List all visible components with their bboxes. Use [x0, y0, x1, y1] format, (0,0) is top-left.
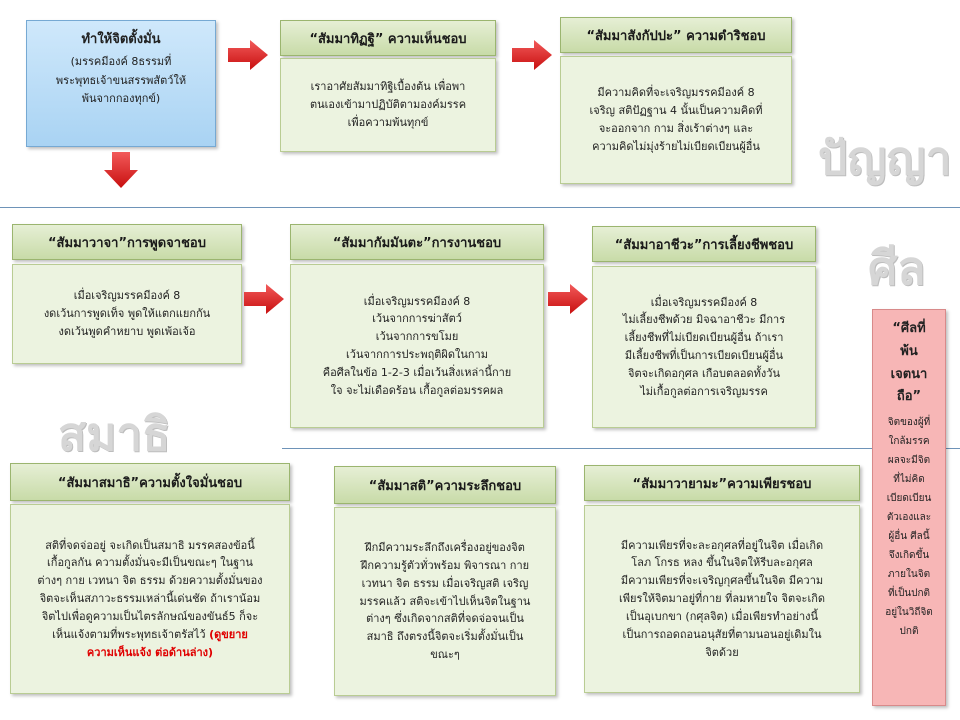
- right-intention-line: เจริญ สติปัฏฐาน 4 นั้นเป็นความคิดที่: [589, 104, 763, 118]
- right-concentration-body: [10, 504, 290, 694]
- right-action-header: [290, 224, 544, 260]
- right-mindfulness-line: สมาธิ ถึงตรงนี้จิตจะเริ่มตั้งมั่นเป็น: [366, 630, 524, 644]
- right-livelihood-line: มีเลี้ยงชีพที่เป็นการเบียดเบียนผู้อื่น: [624, 349, 784, 362]
- right-concentration-line: จิตไปเพื่อดูความเป็นไตรลักษณ์ของขันธ์5 ก็จะ: [41, 609, 259, 623]
- arrow-right-icon: [244, 284, 284, 314]
- intro-title: ทำให้จิตตั้งมั่น: [81, 32, 161, 47]
- right-speech-line: งดเว้นการพูดเท็จ พูดให้แตกแยกกัน: [43, 307, 211, 321]
- side-note-title-line: ถือ”: [896, 389, 922, 405]
- right-action-line: เว้นจากการฆ่าสัตว์: [372, 312, 462, 326]
- right-concentration-line: เกื้อกูลกัน ความตั้งมั่นจะมีเป็นขณะๆ ในฐาน: [47, 556, 253, 570]
- right-effort-line: มีความเพียรที่จะละอกุศลที่อยู่ในจิต เมื่อเกิด: [620, 538, 824, 552]
- right-livelihood-body: [592, 266, 816, 428]
- right-livelihood-header: [592, 226, 816, 262]
- right-concentration-plain-text: เห็นแจ้งตามที่พระพุทธเจ้าตรัสไว้: [52, 627, 210, 641]
- right-effort-title: “สัมมาวายามะ”ความเพียรชอบ: [632, 476, 812, 492]
- intro-line: พระพุทธเจ้าขนสรรพสัตว์ให้: [55, 73, 187, 87]
- side-note-line: เบียดเบียน: [886, 493, 932, 504]
- right-concentration-line: สติที่จดจ่ออยู่ จะเกิดเป็นสมาธิ มรรคสองข้อนี้: [45, 538, 255, 552]
- side-note-line: ผู้อื่น ศีลนี้: [888, 531, 930, 542]
- right-livelihood-line: ไม่เลี้ยงชีพด้วย มิจฉาอาชีวะ มีการ: [622, 313, 786, 327]
- right-action-title: “สัมมากัมมันตะ”การงานชอบ: [332, 235, 502, 251]
- intro-box: [26, 20, 216, 147]
- section-label-concentration: สมาธิ: [58, 407, 171, 461]
- right-mindfulness-line: เวทนา จิต ธรรม เมื่อเจริญสติ เจริญ: [361, 576, 529, 590]
- right-speech-body: [12, 264, 242, 364]
- arrow-right-icon: [548, 284, 588, 314]
- right-effort-line: เพียรให้จิตมาอยู่ที่กาย ที่ลมหายใจ จิตจะเกิด: [618, 592, 826, 606]
- side-note-title-line: เจตนา: [890, 366, 928, 382]
- side-note-title-line: พ้น: [900, 343, 918, 359]
- arrow-down-icon: [104, 152, 138, 188]
- divider-morality-concentration: [282, 448, 960, 449]
- right-effort-line: เป็นอุเบกขา (กศุลจิต) เมื่อเพียรทำอย่างนี้: [625, 609, 819, 623]
- side-note-line: จึงเกิดขึ้น: [888, 550, 930, 561]
- right-intention-line: มีความคิดที่จะเจริญมรรคมีองค์ 8: [597, 86, 755, 100]
- side-note-line: ผลจะมีจิต: [887, 455, 931, 466]
- right-speech-header: [12, 224, 242, 260]
- right-effort-line: โลภ โกรธ หลง ขึ้นในจิตให้รีบละอกุศล: [631, 556, 813, 570]
- right-view-line: เพื่อความพ้นทุกข์: [347, 115, 429, 129]
- divider-wisdom-morality: [0, 207, 960, 208]
- right-mindfulness-body: [334, 507, 556, 696]
- section-label-morality: ศีล: [868, 241, 926, 295]
- right-livelihood-title: “สัมมาอาชีวะ”การเลี้ยงชีพชอบ: [614, 237, 794, 253]
- side-note-box: [872, 309, 946, 706]
- right-view-line: ตนเองเข้ามาปฏิบัติตามองค์มรรค: [309, 98, 467, 112]
- see-more-note: (ดูขยาย: [209, 627, 248, 641]
- right-concentration-last-line: [17, 626, 283, 644]
- section-label-wisdom: ปัญญา: [818, 131, 952, 185]
- side-note-title: [873, 318, 945, 409]
- right-concentration-header: [10, 463, 290, 501]
- side-note-line: จิตของผู้ที่: [887, 417, 931, 428]
- side-note-line: ใกล้มรรค: [888, 436, 930, 447]
- right-effort-line: จิตด้วย: [705, 645, 739, 659]
- right-mindfulness-line: ฝึกความรู้ตัวทั่วพร้อม พิจารณา กาย: [360, 558, 530, 572]
- right-action-line: เว้นจากการขโมย: [375, 330, 459, 344]
- right-intention-title: “สัมมาสังกัปปะ” ความดำริชอบ: [586, 28, 766, 44]
- right-action-body: [290, 264, 544, 428]
- intro-line: พ้นจากกองทุกข์): [81, 92, 161, 106]
- side-note-line: ที่ไม่คิด: [893, 474, 925, 485]
- right-mindfulness-line: ขณะๆ: [430, 648, 460, 662]
- side-note-line: ที่เป็นปกติ: [887, 588, 931, 599]
- right-intention-body: [560, 56, 792, 184]
- right-effort-header: [584, 465, 860, 501]
- right-livelihood-line: เมื่อเจริญมรรคมีองค์ 8: [650, 295, 758, 309]
- intro-line: (มรรคมีองค์ 8ธรรมที่: [70, 55, 172, 69]
- arrow-right-icon: [512, 40, 552, 70]
- right-mindfulness-line: มรรคแล้ว สติจะเข้าไปเห็นจิตในฐาน: [359, 594, 531, 608]
- right-livelihood-line: จิตจะเกิดอกุศล เกือบตลอดทั้งวัน: [628, 366, 780, 380]
- right-view-header: [280, 20, 496, 56]
- right-concentration-line: จิตจะเห็นสภาวะธรรมเหล่านี้เด่นชัด ถ้าเราน้อม: [39, 592, 261, 606]
- right-livelihood-line: เลี้ยงชีพที่ไม่เบียดเบียนผู้อื่น ถ้าเรา: [624, 331, 784, 345]
- arrow-right-icon: [228, 40, 268, 70]
- right-mindfulness-header: [334, 466, 556, 504]
- side-note-line: ภายในจิต: [887, 569, 931, 580]
- right-action-line: ใจ จะไม่เดือดร้อน เกื้อกูลต่อมรรคผล: [330, 383, 504, 397]
- right-concentration-line: ต่างๆ กาย เวทนา จิต ธรรม ด้วยความตั้งมั่นของ: [37, 574, 263, 588]
- right-view-title: “สัมมาทิฏฐิ” ความเห็นชอบ: [309, 31, 467, 47]
- side-note-line: อยู่ในวิถีจิต: [885, 607, 933, 618]
- right-effort-line: เป็นการถอดถอนอนุสัยที่ตามนอนอยู่เดิมใน: [622, 627, 822, 641]
- right-intention-line: จะออกจาก กาม สิ่งเร้าต่างๆ และ: [598, 122, 754, 135]
- right-action-line: เว้นจากการประพฤติผิดในกาม: [346, 348, 488, 361]
- right-speech-line: งดเว้นพูดคำหยาบ พูดเพ้อเจ้อ: [58, 324, 196, 338]
- right-action-line: เมื่อเจริญมรรคมีองค์ 8: [363, 294, 471, 308]
- right-speech-title: “สัมมาวาจา”การพูดจาชอบ: [48, 235, 206, 251]
- right-concentration-title: “สัมมาสมาธิ”ความตั้งใจมั่นชอบ: [57, 475, 243, 491]
- right-intention-header: [560, 17, 792, 53]
- right-livelihood-line: ไม่เกื้อกูลต่อการเจริญมรรค: [640, 384, 768, 398]
- right-effort-body: [584, 505, 860, 693]
- side-note-line: ตัวเองและ: [886, 512, 932, 523]
- right-mindfulness-line: ต่างๆ ซึ่งเกิดจากสติที่จดจ่อจนเป็น: [366, 612, 524, 626]
- side-note-line: ปกติ: [899, 626, 919, 637]
- right-intention-line: ความคิดไม่มุ่งร้ายไม่เบียดเบียนผู้อื่น: [592, 139, 760, 153]
- see-more-note-continued: ความเห็นแจ้ง ต่อด้านล่าง): [86, 645, 214, 659]
- right-action-line: คือศีลในข้อ 1-2-3 เมื่อเว้นสิ่งเหล่านี้กาย: [322, 365, 512, 379]
- side-note-title-line: “ศีลที่: [892, 321, 926, 336]
- right-view-line: เราอาศัยสัมมาทิฐิเบื้องต้น เพื่อพา: [310, 80, 466, 94]
- right-mindfulness-title: “สัมมาสติ”ความระลึกชอบ: [368, 478, 522, 494]
- right-speech-line: เมื่อเจริญมรรคมีองค์ 8: [73, 289, 181, 303]
- right-view-body: [280, 58, 496, 152]
- right-mindfulness-line: ฝึกมีความระลึกถึงเครื่องอยู่ของจิต: [365, 541, 525, 555]
- right-effort-line: มีความเพียรที่จะเจริญกุศลขึ้นในจิต มีความ: [620, 574, 824, 588]
